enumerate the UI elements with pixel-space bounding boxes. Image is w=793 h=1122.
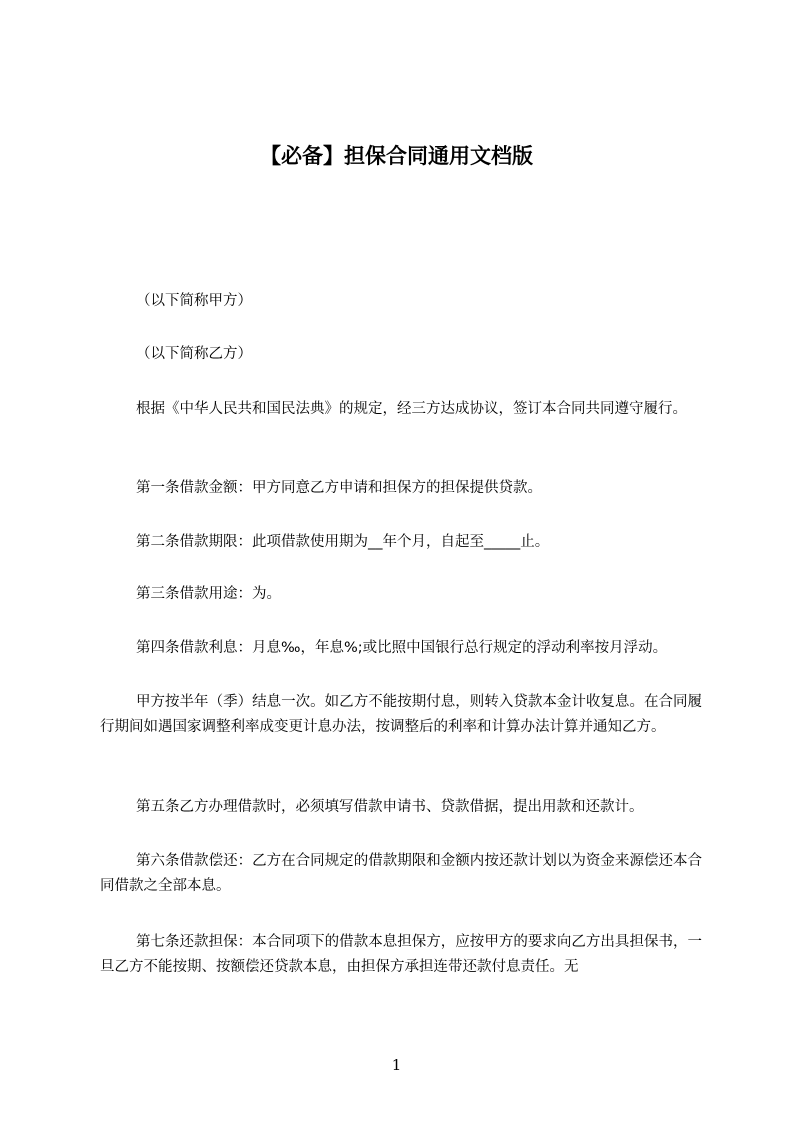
document-title: 【必备】担保合同通用文档版 — [260, 144, 533, 168]
article-4-paragraph: 第四条借款利息：月息‰，年息%;或比照中国银行总行规定的浮动利率按月浮动。 — [136, 640, 668, 656]
article-1-paragraph: 第一条借款金额：甲方同意乙方申请和担保方的担保提供贷款。 — [136, 480, 542, 496]
party-b-line: （以下简称乙方） — [136, 346, 252, 362]
article-5-paragraph: 第五条乙方办理借款时，必须填写借款申请书、贷款借据，提出用款和还款计。 — [136, 799, 644, 815]
article-2-paragraph: 第二条借款期限：此项借款使用期为__年个月，自起至_____止。 — [136, 534, 550, 550]
interest-settlement-paragraph: 甲方按半年（季）结息一次。如乙方不能按期付息，则转入贷款本金计收复息。在合同履行期间如遇国家调整利率成变更计息办法，按调整后的利率和计算办法计算并通知乙方。 — [100, 694, 702, 735]
article-6-paragraph: 第六条借款偿还：乙方在合同规定的借款期限和金额内按还款计划以为资金来源偿还本合同借款之全部本息。 — [100, 853, 702, 894]
article-7-paragraph: 第七条还款担保：本合同项下的借款本息担保方，应按甲方的要求向乙方出具担保书，一旦乙方不能按期、按额偿还贷款本息，由担保方承担连带还款付息责任。无 — [100, 934, 702, 975]
article-3-paragraph: 第三条借款用途：为。 — [136, 586, 281, 602]
preamble-paragraph: 根据《中华人民共和国民法典》的规定，经三方达成协议，签订本合同共同遵守履行。 — [136, 401, 687, 417]
party-a-line: （以下简称甲方） — [136, 293, 252, 309]
page-number: 1 — [391, 1056, 402, 1074]
